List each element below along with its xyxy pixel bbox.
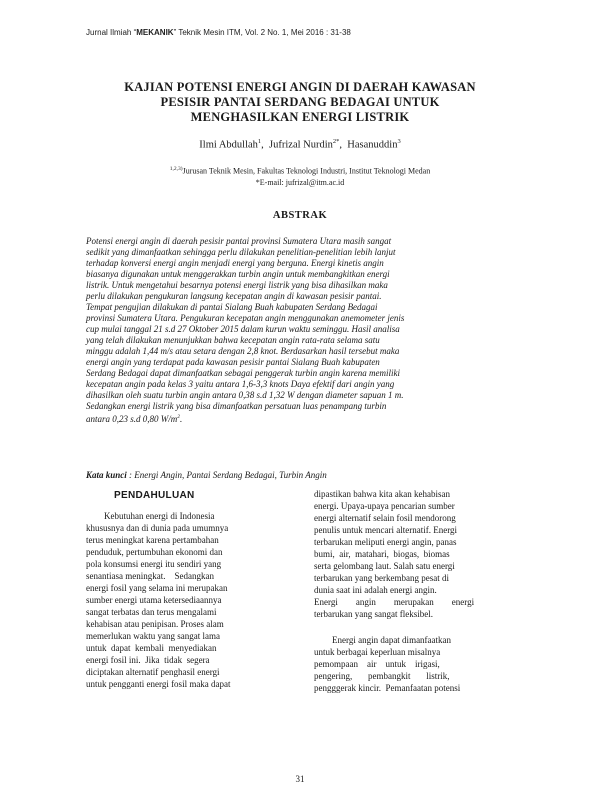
abstract-line: provinsi Sumatera Utara. Pengukuran kecepatan angin menggunakan anemometer jenis	[86, 313, 405, 323]
body-text-line: terbarukan meliputi energi angin, panas	[314, 537, 457, 547]
keywords	[86, 470, 516, 480]
abstract-line: perlu dilakukan pengukuran langsung kecepatan angin di kawasan pesisir pantai.	[86, 291, 382, 301]
right-column-paragraph-2	[314, 634, 524, 694]
left-column	[86, 488, 296, 690]
paper-title	[80, 80, 520, 125]
body-text-line: Energi angin dapat dimanfaatkan	[314, 635, 452, 645]
keywords-text: : Energi Angin, Pantai Serdang Bedagai, Turbin Angin	[126, 470, 327, 480]
abstract-line	[86, 412, 516, 425]
author-separator: ,	[339, 139, 348, 151]
abstract-heading: ABSTRAK	[272, 210, 328, 221]
journal-header	[86, 28, 546, 37]
author-name: Jufrizal Nurdin	[269, 139, 333, 151]
body-text-line: terbarukan yang berkembang pesat di	[314, 573, 449, 583]
section-heading-introduction: PENDAHULUAN	[114, 490, 195, 501]
body-text-line: energi. Upaya-upaya pencarian sumber	[314, 501, 455, 511]
title-line: KAJIAN POTENSI ENERGI ANGIN DI DAERAH KAWASAN	[124, 80, 476, 94]
abstract-line: kecepatan angin pada kelas 3 yaitu antara 1,6-3,3 knots Daya efektif dari angin yang	[86, 379, 395, 389]
right-column	[314, 488, 524, 694]
body-text-line: terbarukan yang sangat fleksibel.	[314, 609, 433, 619]
body-text-line: kehabisan atau penipisan. Proses alam	[86, 619, 224, 629]
affiliation-text: Jurusan Teknik Mesin, Fakultas Teknologi Industri, Institut Teknologi Medan	[182, 166, 431, 176]
abstract-line: sedikit yang dimanfaatkan sehingga perlu dilakukan penelitian-penelitian lebih lanjut	[86, 247, 396, 257]
abstract-unit-exponent: 2	[177, 414, 181, 420]
body-text-line: diciptakan alternatif penghasil energi	[86, 667, 220, 677]
body-text-line: dipastikan bahwa kita akan kehabisan	[314, 489, 450, 499]
body-text-line: dunia saat ini adalah energi angin.	[314, 585, 437, 595]
body-text-line: Kebutuhan energi di Indonesia	[86, 511, 215, 521]
body-text-line: pola konsumsi energi itu sendiri yang	[86, 559, 222, 569]
body-text-line: terus meningkat karena pertambahan	[86, 535, 219, 545]
abstract-line: cup mulai tanggal 21 s.d 27 Oktober 2015 dalam kurun waktu seminggu. Hasil analisa	[86, 324, 400, 334]
abstract-line: Tempat pengujian dilakukan di pantai Sialang Buah kabupaten Serdang Bedagai	[86, 302, 378, 312]
abstract-line: Serdang Bedagai dapat dimanfaatkan sebagai penggerak turbin angin karena memiliki	[86, 368, 401, 378]
author-affiliation-mark: 3	[397, 138, 401, 145]
abstract-line: energi angin yang terdapat pada kawasan pesisir pantai Sialang Buah kabupaten	[86, 357, 380, 367]
body-text-line: serta gelombang laut. Salah satu energi	[314, 561, 455, 571]
author-list	[80, 138, 520, 151]
body-text-line: energi alternatif selain fosil mendorong	[314, 513, 456, 523]
body-text-line: bumi, air, matahari, biogas, biomas	[314, 549, 450, 559]
body-text-line: pengering, pembangkit listrik,	[314, 671, 450, 681]
abstract-line: listrik. Untuk mengetahui besarnya potensi energi listrik yang bisa dihasilkan maka	[86, 280, 388, 290]
body-text-line: pengggerak kincir. Pemanfaatan potensi	[314, 683, 461, 693]
body-text-line: memerlukan waktu yang sangat lama	[86, 631, 220, 641]
body-text-line: Energi angin merupakan energi	[314, 597, 475, 607]
right-column-paragraph-1	[314, 488, 524, 620]
page-number: 31	[295, 774, 305, 784]
affiliation-marks: 1,2,3)	[169, 166, 183, 172]
title-line: PESISIR PANTAI SERDANG BEDAGAI UNTUK	[160, 95, 440, 109]
abstract-line: minggu adalah 1,44 m/s atau setara dengan 2,8 knot. Berdasarkan hasil tersebut maka	[86, 346, 400, 356]
body-text-line: sumber energi utama ketersediaannya	[86, 595, 222, 605]
body-text-line: penulis untuk mencari alternatif. Energi	[314, 525, 458, 535]
abstract-line: biasanya digunakan untuk menggerakkan turbin angin untuk membangkitkan energi	[86, 269, 390, 279]
abstract-line: terhadap konversi energi angin menjadi energi yang berguna. Energi kinetis angin	[86, 258, 384, 268]
abstract-body	[86, 236, 516, 425]
keywords-label: Kata kunci	[86, 470, 127, 480]
abstract-line: Sedangkan energi listrik yang bisa dimanfaatkan persatuan luas penampang turbin	[86, 401, 387, 411]
body-text-line: sangat terbatas dan terus mengalami	[86, 607, 217, 617]
affiliation	[80, 164, 520, 188]
journal-citation: Jurnal Ilmiah “MEKANIK” Teknik Mesin ITM, Vol. 2 No. 1, Mei 2016 : 31-38	[86, 28, 351, 37]
abstract-line: yang telah dilakukan menunjukkan bahwa kecepatan angin rata-rata selama satu	[86, 335, 380, 345]
abstract-line: Potensi energi angin di daerah pesisir pantai provinsi Sumatera Utara masih sangat	[86, 236, 392, 246]
body-text-line: penduduk, pertumbuhan ekonomi dan	[86, 547, 223, 557]
abstract-last-text: antara 0,23 s.d 0,80 W/m	[86, 414, 178, 424]
body-text-line: untuk berbagai keperluan misalnya	[314, 647, 441, 657]
body-text-line: pemompaan air untuk irigasi,	[314, 659, 440, 669]
left-column-text	[86, 510, 296, 690]
title-line: MENGHASILKAN ENERGI LISTRIK	[190, 110, 410, 124]
abstract-end-punct: .	[180, 414, 183, 424]
corresponding-email: *E-mail: jufrizal@itm.ac.id	[255, 177, 345, 187]
body-text-line: khususnya dan di dunia pada umumnya	[86, 523, 229, 533]
body-text-line: senantiasa meningkat. Sedangkan	[86, 571, 214, 581]
author-name: Hasanuddin	[347, 139, 398, 151]
body-text-line: energi fosil ini. Jika tidak segera	[86, 655, 210, 665]
author-affiliation-mark: 1	[257, 138, 262, 145]
author-name: Ilmi Abdullah	[199, 139, 258, 151]
body-text-line: energi fosil yang selama ini merupakan	[86, 583, 228, 593]
body-text-line: untuk dapat kembali menyediakan	[86, 643, 217, 653]
body-text-line: untuk pengganti energi fosil maka dapat	[86, 679, 231, 689]
abstract-line: dihasilkan oleh suatu turbin angin antara 0,38 s.d 1,32 W dengan diameter sapuan 1 m.	[86, 390, 404, 400]
author-affiliation-mark: 2*	[332, 138, 340, 145]
author-separator: ,	[261, 139, 270, 151]
